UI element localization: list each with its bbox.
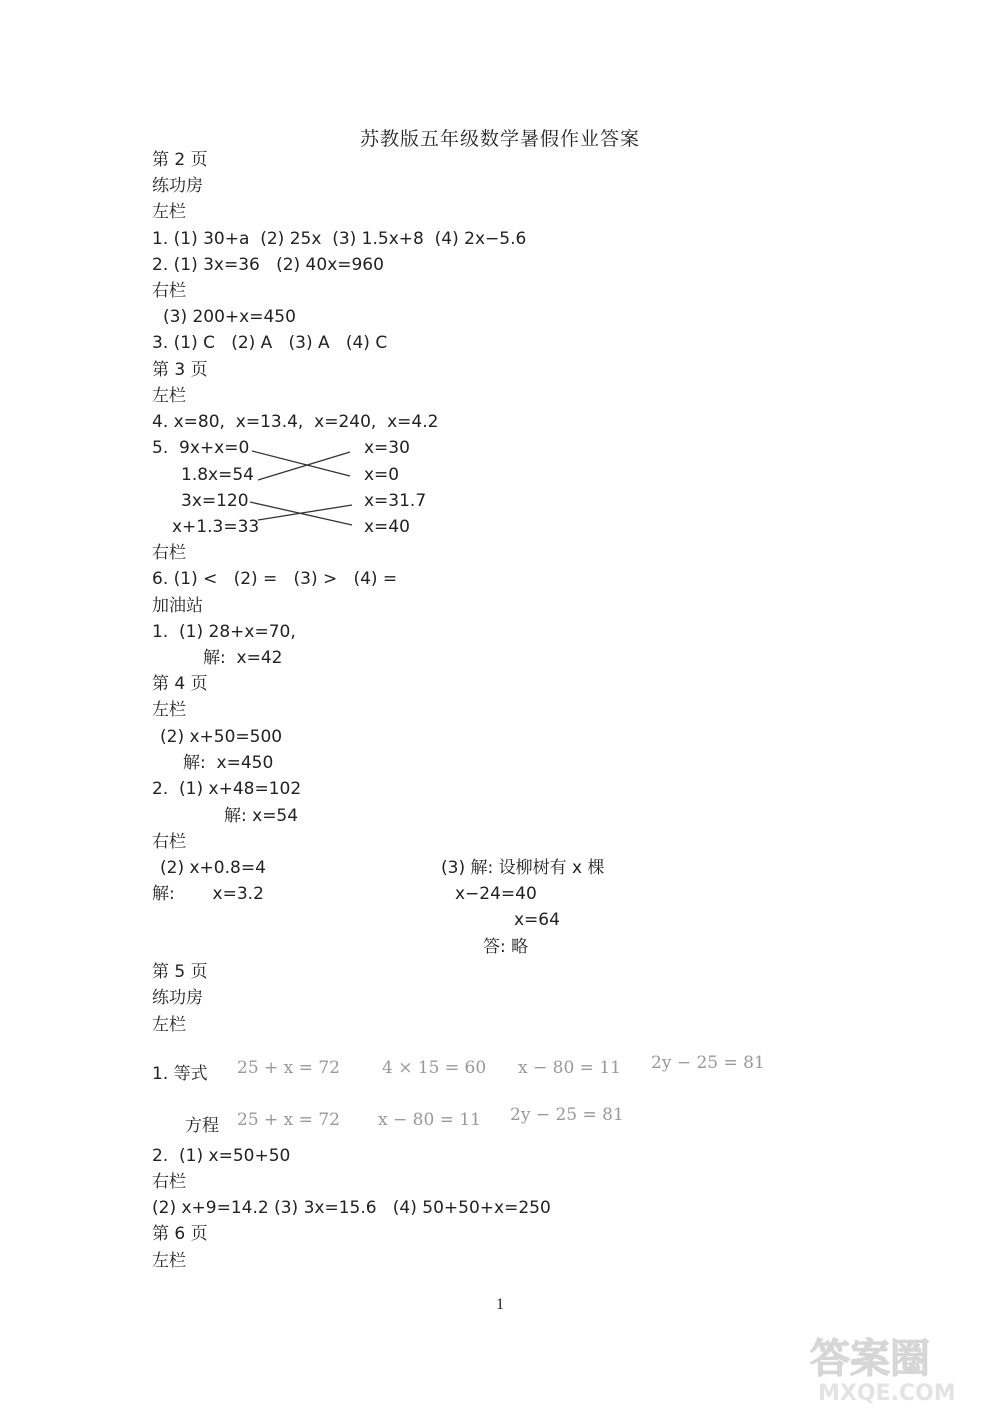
page-heading-3: 第 3 页	[152, 360, 208, 380]
section-lianggongfang: 练功房	[152, 988, 203, 1008]
watermark-logo	[800, 1326, 990, 1406]
matching-left-4: x+1.3=33	[172, 517, 260, 537]
answer-line: 解: x=54	[224, 806, 299, 826]
watermark-sub-text: MXQE.COM	[818, 1381, 956, 1406]
answer-line: 2. (1) 3x=36 (2) 40x=960	[152, 255, 384, 275]
page-heading-2: 第 2 页	[152, 150, 208, 170]
answer-line: 解: x=3.2	[152, 884, 264, 904]
answer-line: 4. x=80, x=13.4, x=240, x=4.2	[152, 412, 439, 432]
column-left-label: 左栏	[152, 1251, 186, 1271]
match-line	[252, 451, 350, 476]
matching-right-2: x=0	[364, 465, 400, 485]
equality-item: 2y − 25 = 81	[651, 1053, 765, 1073]
equation-item: 25 + x = 72	[237, 1110, 340, 1130]
matching-left-3: 3x=120	[181, 491, 249, 511]
page-heading-4: 第 4 页	[152, 674, 208, 694]
answer-line: 答: 略	[483, 937, 529, 957]
answer-line: 解: x=450	[183, 753, 274, 773]
answer-line: x=64	[514, 910, 560, 930]
section-jiayouzhan: 加油站	[152, 596, 203, 616]
page-heading-5: 第 5 页	[152, 962, 208, 982]
answer-line: (3) 解: 设柳树有 x 棵	[441, 858, 605, 878]
page-heading-6: 第 6 页	[152, 1224, 208, 1244]
column-right-label: 右栏	[152, 832, 186, 852]
column-left-label: 左栏	[152, 202, 186, 222]
answer-line: 6. (1) < (2) = (3) > (4) =	[152, 569, 398, 589]
answer-line: 解: x=42	[203, 648, 283, 668]
equation-item: 2y − 25 = 81	[510, 1105, 624, 1125]
matching-right-3: x=31.7	[364, 491, 427, 511]
equation-item: x − 80 = 11	[378, 1110, 481, 1130]
equality-item: 4 × 15 = 60	[382, 1058, 487, 1078]
column-left-label: 左栏	[152, 700, 186, 720]
watermark-main-text: 答案圈	[810, 1336, 930, 1382]
equality-item: x − 80 = 11	[518, 1058, 621, 1078]
matching-left-1: 5. 9x+x=0	[152, 438, 250, 458]
column-left-label: 左栏	[152, 1015, 186, 1035]
answer-line: 2. (1) x=50+50	[152, 1146, 291, 1166]
equality-item: 25 + x = 72	[237, 1058, 340, 1078]
answer-line: (2) x+0.8=4	[160, 858, 266, 878]
section-lianggongfang: 练功房	[152, 176, 203, 196]
answer-line: 2. (1) x+48=102	[152, 779, 302, 799]
column-right-label: 右栏	[152, 281, 186, 301]
column-right-label: 右栏	[152, 543, 186, 563]
answer-line: (2) x+9=14.2 (3) 3x=15.6 (4) 50+50+x=250	[152, 1198, 551, 1218]
matching-left-2: 1.8x=54	[181, 465, 254, 485]
answer-line: x−24=40	[455, 884, 537, 904]
equation-label: 方程	[185, 1116, 219, 1136]
answer-line: 3. (1) C (2) A (3) A (4) C	[152, 333, 388, 353]
column-right-label: 右栏	[152, 1172, 186, 1192]
page-number: 1	[496, 1296, 504, 1313]
answer-line: 1. (1) 30+a (2) 25x (3) 1.5x+8 (4) 2x−5.6	[152, 229, 527, 249]
matching-right-1: x=30	[364, 438, 410, 458]
page-title: 苏教版五年级数学暑假作业答案	[359, 128, 640, 150]
answer-line: (3) 200+x=450	[163, 307, 296, 327]
answer-line: (2) x+50=500	[160, 727, 283, 747]
matching-lines	[0, 0, 1000, 600]
equality-label: 1. 等式	[152, 1064, 208, 1084]
matching-right-4: x=40	[364, 517, 410, 537]
answer-line: 1. (1) 28+x=70,	[152, 622, 296, 642]
column-left-label: 左栏	[152, 386, 186, 406]
